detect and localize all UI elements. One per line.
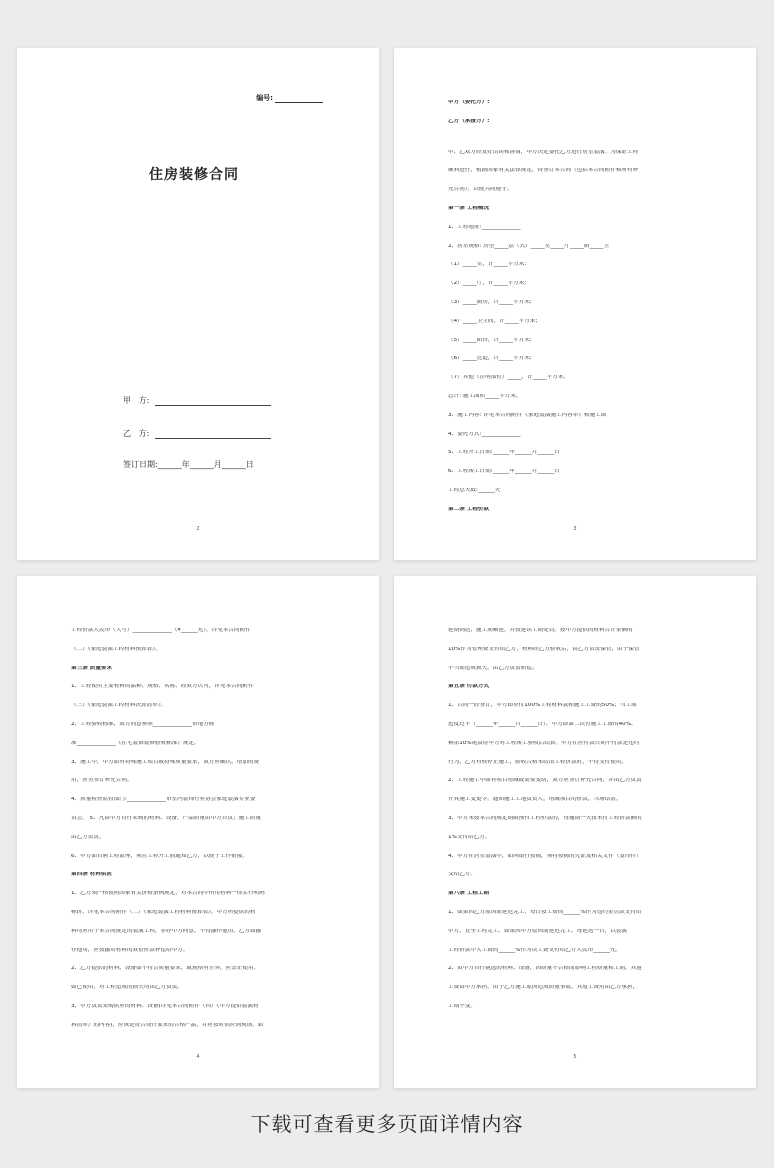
section-heading: 第一条 工程概况: [448, 205, 490, 211]
contract-title: 住房装修合同: [149, 167, 239, 183]
text-line: 用，应另签订补充合同。: [71, 778, 133, 784]
text-line: 5、工程开工日期:______年______月______日: [448, 450, 560, 456]
text-line: （三）《家庭装潢工程材料决算清单》。: [71, 703, 167, 709]
text-line: 1、工程使用主要材料的品种、规格、名称，经双方认可，详见本合同附件: [71, 684, 254, 690]
text-line: 6、甲方如自聘工程监理，须在工程开工前通知乙方，以便于工作衔接。: [71, 853, 248, 859]
page-number: 5: [573, 1054, 577, 1060]
text-line: 标价。详见本合同附件（二）《家庭装潢工程材料预算表》。甲方所提供的材: [71, 909, 256, 915]
section-heading: 乙方（承接方）:: [448, 118, 490, 124]
serial-number-label: 编号:: [256, 94, 273, 102]
section-heading: 第六条 工程工期: [448, 891, 490, 897]
text-line: 作他用，应按挪用材料的双倍价款补偿给甲方。: [71, 947, 189, 953]
text-line: 4、甲方在居室装潢中，如向银行按揭，须将按揭的凭证及相关文件（复印件）: [448, 853, 642, 859]
section-heading: 第三条 质量要求: [71, 665, 113, 671]
text-line: （二）《家庭装潢工程材料预算表》。: [71, 646, 161, 652]
party-a-blank: [155, 405, 271, 406]
text-line: 不当而造成损失，由乙方负责赔偿。: [448, 665, 538, 671]
section-heading: 第四条 材料供应: [71, 872, 113, 878]
page-number: 3: [573, 526, 577, 532]
text-line: 员会。 5、凡由甲方自行采购的材料、设备，产品质量由甲方自负；施工质量: [71, 815, 261, 821]
serial-number-field: [256, 93, 323, 103]
text-line: 开具施工变更令，通知施工工地负责人，增减项目的价款，当场结清。: [448, 797, 622, 803]
text-line: 2、由甲方自行挑选的材料、设备，因质量不合格而影响工程质量和工期，其返: [448, 966, 642, 972]
party-b-label: 乙 方:: [123, 429, 150, 438]
text-line: （1）_____室，计_____平方米;: [448, 262, 527, 268]
text-line: 充合同），以便共同遵守。: [448, 187, 513, 193]
text-line: 剩余10%尾款待甲方对工程竣工验收后结算。甲方在应付款日期不付款是违约: [448, 740, 640, 746]
text-line: 甲、乙双方经友好洽谈和协商，甲方决定委托乙方进行居室装潢。为保证工程: [448, 149, 639, 155]
text-line: 交给乙方。: [448, 872, 476, 878]
text-line: 10%作为管理费支付给乙方，材料经乙方验收后，由乙方负责保管，由于保管: [448, 646, 640, 652]
serial-number-blank: [275, 102, 323, 103]
text-line: 1、如果因乙方原因而延迟完工，每日按工费的______%作为违约金罚款支付给: [448, 909, 642, 915]
party-a-label: 甲 方:: [123, 396, 150, 405]
section-heading: 第二条 工程价款: [448, 506, 490, 512]
text-line: 2、居室规格: 房型_____层（式）_____室_____厅_____厨_____卫: [448, 243, 610, 249]
text-line: 3、施工内容: 详见本合同附件《家庭装潢施工内容单》和施工图: [448, 412, 607, 418]
text-line: 料清单》的内容)，应该是符合设计要求的合格产品，并应按时供应到现场，如: [71, 1022, 264, 1028]
text-line: 顺利进行，根据国家有关法律规定，特签订本合同（包括本合同附件和所有补: [448, 168, 639, 174]
text-line: 6、工程竣工日期:______年______月______日: [448, 469, 560, 475]
text-line: 如已使用，对工程造成的损失均由乙方负责。: [71, 985, 183, 991]
text-line: 2、工程施工中如有项目增减或需要变动，双方应签订补充合同，并由乙方负责: [448, 778, 642, 784]
text-line: 1%支付给乙方。: [448, 834, 491, 840]
party-a-field: [123, 395, 271, 406]
text-line: 2、工程验收标准，双方同意参照______________市地方标: [71, 721, 215, 727]
text-line: 总计: 施工面积_____平方米。: [448, 393, 522, 399]
text-line: （2）_____厅，计_____平方米;: [448, 281, 527, 287]
text-line: 进度过半（______年______月______日），甲方即第二次付施工工费的40%，: [448, 721, 637, 727]
page-body: [448, 628, 700, 1023]
text-line: 4、委托方式:______________: [448, 431, 521, 437]
page-number: 2: [196, 526, 200, 532]
contract-page-4: [17, 576, 379, 1088]
text-line: （6）_____过道，计_____平方米;: [448, 356, 532, 362]
text-line: 2、乙方提供的材料、设备如不符合质量要求，或规格有差异，应禁止使用。: [71, 966, 260, 972]
text-line: 1、工程地址:______________: [448, 224, 521, 230]
text-line: 甲方，直至工程完工。如果因甲方原因而延迟完工，每延迟一日，以装潢: [448, 928, 628, 934]
text-line: 准______________《住宅装饰装修验收标准》规定。: [71, 740, 200, 746]
text-line: 工程价款中人工费的______%作为误工费支付给乙方人民币______元。: [448, 947, 622, 953]
text-line: 1、乙方须严格按照国家有关价格条例规定，对本合同中所用材料一律实行明码: [71, 891, 265, 897]
contract-page-5: [394, 576, 756, 1088]
text-line: （7）其他（注明部位）_____，计_____平方米。: [448, 375, 570, 381]
section-heading: 甲方（委托方）:: [448, 100, 490, 105]
page-body: [448, 100, 700, 526]
download-caption: 下载可查看更多页面详情内容: [250, 1112, 524, 1136]
sign-date: 签订日期:______年______月______日: [123, 460, 254, 469]
text-line: 料均应用于本合同规定的装潢工程，非经甲方同意，不得挪作他用。乙方如挪: [71, 928, 262, 934]
text-line: 工程总天数:______天: [448, 487, 501, 493]
text-line: 延期到达，施工期顺延，并按延误工期处罚。按甲方提供的材料合计金额的: [448, 628, 633, 633]
contract-cover-page: [17, 48, 379, 560]
text-line: （3）_____厨房，计_____平方米;: [448, 299, 532, 305]
text-line: 行为，乙方有权停止施工，验收合格未结清工程价款时，不得支付使用。: [448, 759, 628, 765]
text-line: （4）_____卫生间，计_____平方米;: [448, 318, 538, 324]
text-line: 1、合同一经签订，甲方即应付100%工程材料款和施工工费的50%；当工期: [448, 703, 637, 709]
page-body: [71, 628, 323, 1042]
text-line: 3、甲方未按本合同规定期限预付工程价款的，每逾期一天按未付工程价款额的: [448, 815, 642, 821]
party-b-blank: [155, 438, 271, 439]
text-line: 工期不变。: [448, 1003, 476, 1009]
contract-page-3: [394, 48, 756, 560]
text-line: （5）_____阳台，计_____平方米;: [448, 337, 532, 343]
party-b-field: [123, 428, 271, 439]
text-line: 由乙方负责。: [71, 834, 105, 840]
text-line: 工费由甲方承担，由于乙方施工原因造成质量事故，其返工费用由乙方承担，: [448, 985, 639, 991]
section-heading: 第五条 付款方式: [448, 684, 490, 690]
text-line: 3、甲方负责采购供应的材料、设备(详见本合同附件（四）《甲方提供装潢材: [71, 1003, 259, 1009]
text-line: 4、质量检查监督部门:______________市室内装饰行业协会家庭装潢专业委: [71, 797, 256, 803]
page-number: 4: [196, 1054, 200, 1060]
text-line: 3、施工中，甲方如有特殊施工项目或特殊质量要求，双方应确认，增加的费: [71, 759, 260, 765]
text-line: 工程价款人民币（大写）______________（¥______元），详见本合同附件: [71, 628, 251, 633]
